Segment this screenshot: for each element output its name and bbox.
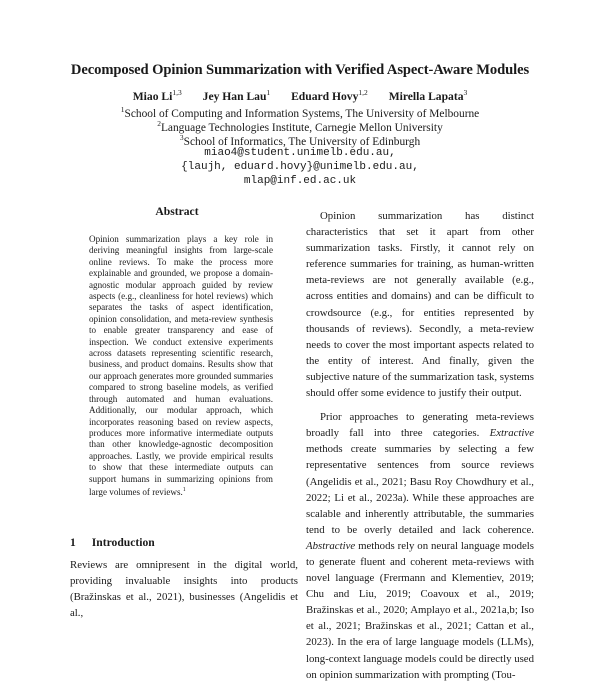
- section-heading: 1 Introduction: [70, 536, 155, 549]
- paper-title: Decomposed Opinion Summarization with Verified Aspect-Aware Modules: [70, 62, 530, 78]
- paragraph: Opinion summarization has distinct characteristics that set it apart from other summarization tasks. Firstly, it cannot rely on reference summaries for training, as human-written meta-reviews are not generally available (e.g., across entities and domains) and can be difficult to crowdsource (e.g., for entities represented by thousands of reviews). Secondly, a meta-review needs to cover the most important aspects related to the entity of interest. And finally, given the subjective nature of the summarization task, systems should offer some evidence to justify their output.: [306, 210, 534, 400]
- paragraph: Prior approaches to generating meta-reviews broadly fall into three categories. Extractive methods create summaries by selecting a few representative sentences from source reviews (Angelidis et al., 2021; Basu Roy Chowdhury et al., 2022; Li et al., 2023a). While these approaches are scalable and inherently attributable, the summaries tend to be overly detailed and lack coherence. Abstractive methods rely on neural language models to generate fluent and coherent meta-reviews with novel language (Frermann and Klementiev, 2019; Chu and Liu, 2019; Coavoux et al., 2019; Bražinskas et al., 2020; Amplayo et al., 2021a,b; Iso et al., 2021; Bražinskas et al., 2021; Cattan et al., 2023). In the era of large language models (LLMs), long-context language models could be directly used on opinion summarization with prompting (Tou-: [306, 411, 534, 681]
- author: Mirella Lapata$^3$: [388, 88, 468, 103]
- footnote-mark: 1: [182, 486, 186, 493]
- affiliation: $^3$School of Informatics, The University of Edinburgh: [179, 133, 421, 148]
- affiliation: $^2$Language Technologies Institute, Carnegie Mellon University: [157, 119, 443, 134]
- abstract-heading: Abstract: [155, 205, 199, 218]
- introduction-text: Reviews are omnipresent in the digital world, providing invaluable insights into products (Bražinskas et al., 2021), businesses (Angelidis et al.,: [70, 559, 298, 619]
- author: Eduard Hovy$^{1,2}$: [291, 88, 368, 103]
- abstract-body: Opinion summarization plays a key role in deriving meaningful insights from large-scale online reviews. To make the process more explainable and grounded, we propose a domain-agnostic modular approach guided by review aspects (e.g., cleanliness for hotel reviews) which separates the tasks of aspect identification, opinion consolidation, and meta-review synthesis to enable greater transparency and ease of inspection. We conduct extensive experiments across datasets representing scientific research, business, and product domains. Results show that our approach generates more grounded summaries compared to strong baseline models, as verified through automated and human evaluations. Additionally, our modular approach, which incorporates reasoning based on review aspects, produces more informative intermediate outputs than other knowledge-agnostic decomposition approaches. Lastly, we provide empirical results to show that these intermediate outputs can support humans in summarizing opinions from large volumes of reviews.$^1$: [89, 234, 273, 497]
- affiliation: $^1$School of Computing and Information Systems, The University of Melbourne: [120, 105, 480, 120]
- author-list: [0, 88, 600, 103]
- email-line: mlap@inf.ed.ac.uk: [243, 175, 357, 187]
- right-column: [306, 208, 534, 683]
- email-line: {laujh, eduard.hovy}@unimelb.edu.au,: [181, 161, 419, 173]
- author: Miao Li$^{1,3}$: [132, 88, 182, 103]
- author: Jey Han Lau$^1$: [202, 88, 271, 103]
- email-line: miao4@student.unimelb.edu.au,: [204, 147, 396, 159]
